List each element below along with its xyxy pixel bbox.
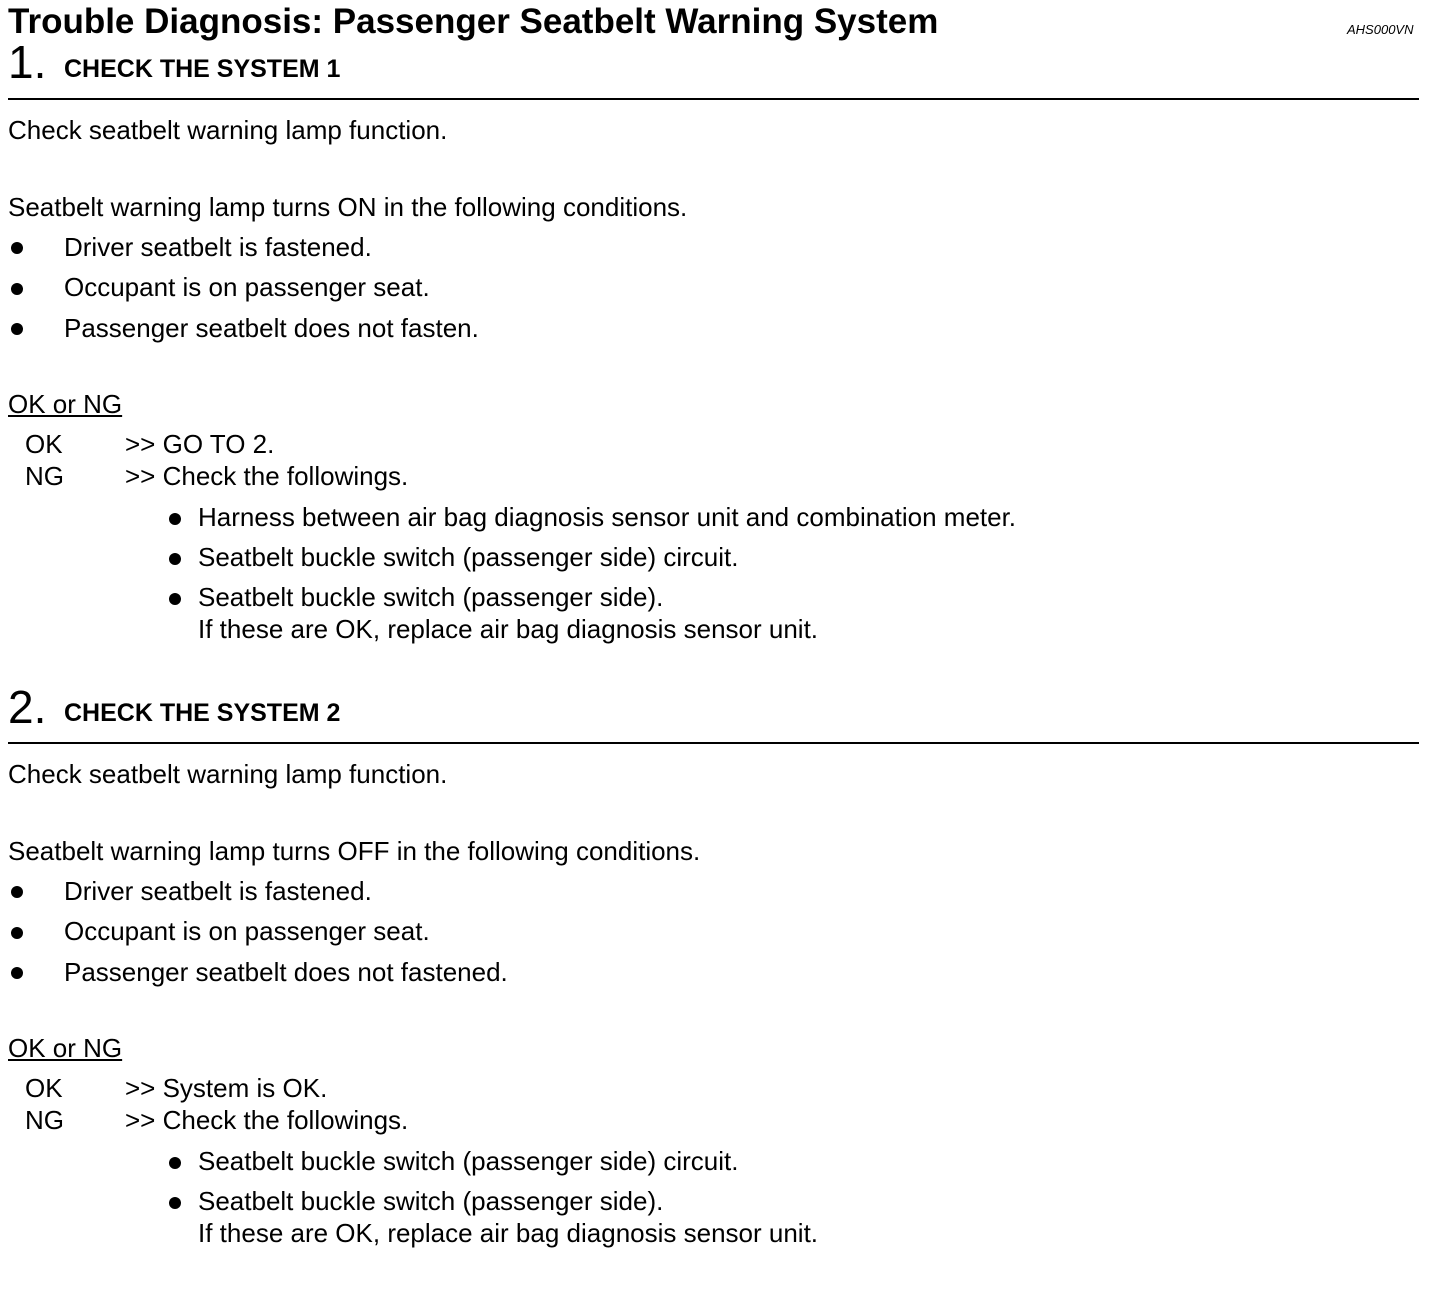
ng-action: >> Check the followings. <box>125 461 409 491</box>
check-note: If these are OK, replace air bag diagnosis sensor unit. <box>198 1218 819 1248</box>
document-code: AHS000VN <box>1347 22 1414 37</box>
section-1-intro: Check seatbelt warning lamp function. <box>8 115 448 145</box>
section-2-intro: Check seatbelt warning lamp function. <box>8 759 448 789</box>
ng-action: >> Check the followings. <box>125 1105 409 1135</box>
ok-label: OK <box>25 1073 63 1103</box>
bullet-icon <box>11 283 23 295</box>
check-item: Harness between air bag diagnosis sensor unit and combination meter. <box>198 502 1017 532</box>
section-1-number: 1. <box>8 36 47 88</box>
section-1-heading: CHECK THE SYSTEM 1 <box>64 55 341 83</box>
ok-label: OK <box>25 429 63 459</box>
condition-item: Driver seatbelt is fastened. <box>64 232 372 262</box>
section-1-conditions-label: Seatbelt warning lamp turns ON in the following conditions. <box>8 192 688 222</box>
section-2-number: 2. <box>8 681 47 733</box>
result-label: OK or NG <box>8 1033 123 1063</box>
bullet-icon <box>11 886 23 898</box>
ng-label: NG <box>25 1105 64 1135</box>
bullet-icon <box>169 553 181 565</box>
page-title: Trouble Diagnosis: Passenger Seatbelt Warning System <box>8 2 939 41</box>
check-item: Seatbelt buckle switch (passenger side). <box>198 1186 664 1216</box>
bullet-icon <box>169 593 181 605</box>
ng-label: NG <box>25 461 64 491</box>
bullet-icon <box>169 1157 181 1169</box>
check-item: Seatbelt buckle switch (passenger side). <box>198 582 664 612</box>
result-label: OK or NG <box>8 389 123 419</box>
ok-action: >> GO TO 2. <box>125 429 275 459</box>
condition-item: Occupant is on passenger seat. <box>64 272 430 302</box>
condition-item: Driver seatbelt is fastened. <box>64 876 372 906</box>
condition-item: Passenger seatbelt does not fastened. <box>64 957 508 987</box>
check-item: Seatbelt buckle switch (passenger side) circuit. <box>198 542 739 572</box>
ok-action: >> System is OK. <box>125 1073 328 1103</box>
bullet-icon <box>11 242 23 254</box>
bullet-icon <box>11 323 23 335</box>
section-1-divider <box>8 98 1419 100</box>
section-2-divider <box>8 742 1419 744</box>
bullet-icon <box>11 927 23 939</box>
bullet-icon <box>11 967 23 979</box>
section-2-conditions-label: Seatbelt warning lamp turns OFF in the following conditions. <box>8 836 701 866</box>
check-note: If these are OK, replace air bag diagnosis sensor unit. <box>198 614 819 644</box>
bullet-icon <box>169 1197 181 1209</box>
condition-item: Passenger seatbelt does not fasten. <box>64 313 479 343</box>
bullet-icon <box>169 513 181 525</box>
section-2-heading: CHECK THE SYSTEM 2 <box>64 699 341 727</box>
check-item: Seatbelt buckle switch (passenger side) circuit. <box>198 1146 739 1176</box>
condition-item: Occupant is on passenger seat. <box>64 916 430 946</box>
